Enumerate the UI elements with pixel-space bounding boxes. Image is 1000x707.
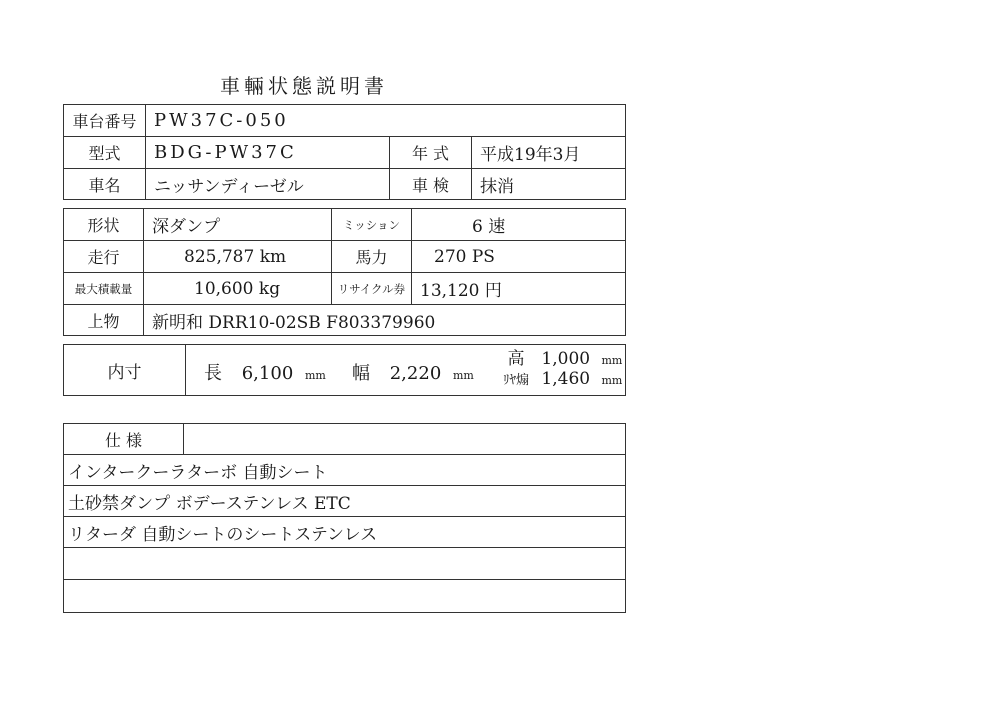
mileage-value: 825,787 km [144,241,332,272]
shape-value: 深ダンプ [144,209,332,240]
equipment-line-3 [64,517,625,548]
rear-gate-label: ﾘﾔ煽 [502,373,529,388]
horsepower-label: 馬力 [332,241,412,272]
rear-gate-value: 1,460 [541,369,591,389]
equipment-line-2-text: 土砂禁ダンプ ボデーステンレス ETC [68,493,351,514]
name-row [64,169,625,199]
chassis-row [64,105,625,137]
inner-dimensions-table [63,344,626,396]
chassis-number-label: 車台番号 [64,105,146,136]
model-value: BDG-PW37C [146,137,390,168]
height-group [496,344,622,369]
length-label: 長 [204,363,222,384]
rear-gate-group [496,369,622,389]
equipment-line-5-text [64,580,625,612]
mileage-label: 走行 [64,241,144,272]
height-label: 高 [507,349,525,369]
specs-table [63,208,626,336]
equipment-header-row [64,424,625,455]
recycle-ticket-value: 13,120 円 [420,281,502,301]
body-value: 新明和 DRR10-02SB F803379960 [152,312,436,333]
vehicle-name-label: 車名 [64,169,146,199]
vehicle-name-value: ニッサンディーゼル [146,169,390,199]
equipment-line-4-text [64,548,625,579]
document-title: 車輛状態説明書 [220,74,388,98]
equipment-line-3-text: リターダ 自動シートのシートステンレス [68,524,378,545]
mission-value: 6 速 [472,217,506,237]
model-label: 型式 [64,137,146,168]
model-row [64,137,625,169]
rear-gate-unit: mm [601,374,623,387]
equipment-table [63,423,626,613]
width-group [352,359,474,385]
width-label: 幅 [352,363,370,384]
equipment-line-4 [64,548,625,580]
equipment-label: 仕 様 [64,424,184,454]
length-group [204,359,326,385]
equipment-line-1 [64,455,625,486]
inspection-label: 車 検 [390,169,472,199]
chassis-number-value: PW37C-050 [154,110,289,131]
width-value: 2,220 [389,363,442,384]
mission-label: ミッション [332,209,412,240]
shape-row [64,209,625,241]
height-value: 1,000 [541,349,591,369]
height-unit: mm [601,354,623,367]
recycle-ticket-label: リサイクル券 [332,273,412,304]
equipment-line-1-text: インタークーラターボ 自動シート [68,462,328,483]
body-row [64,305,625,335]
length-value: 6,100 [241,363,294,384]
inner-dimensions-label: 内寸 [64,345,186,395]
length-unit: mm [305,369,326,382]
inspection-value: 抹消 [480,176,514,197]
max-load-row [64,273,625,305]
horsepower-value: 270 PS [434,246,495,267]
year-label: 年 式 [390,137,472,168]
mileage-row [64,241,625,273]
equipment-line-2 [64,486,625,517]
vehicle-info-table [63,104,626,200]
equipment-line-5 [64,580,625,612]
shape-label: 形状 [64,209,144,240]
max-load-label: 最大積載量 [64,273,144,304]
width-unit: mm [453,369,474,382]
body-label: 上物 [64,305,144,335]
year-value: 平成19年3月 [480,145,581,165]
max-load-value: 10,600 kg [144,273,332,304]
